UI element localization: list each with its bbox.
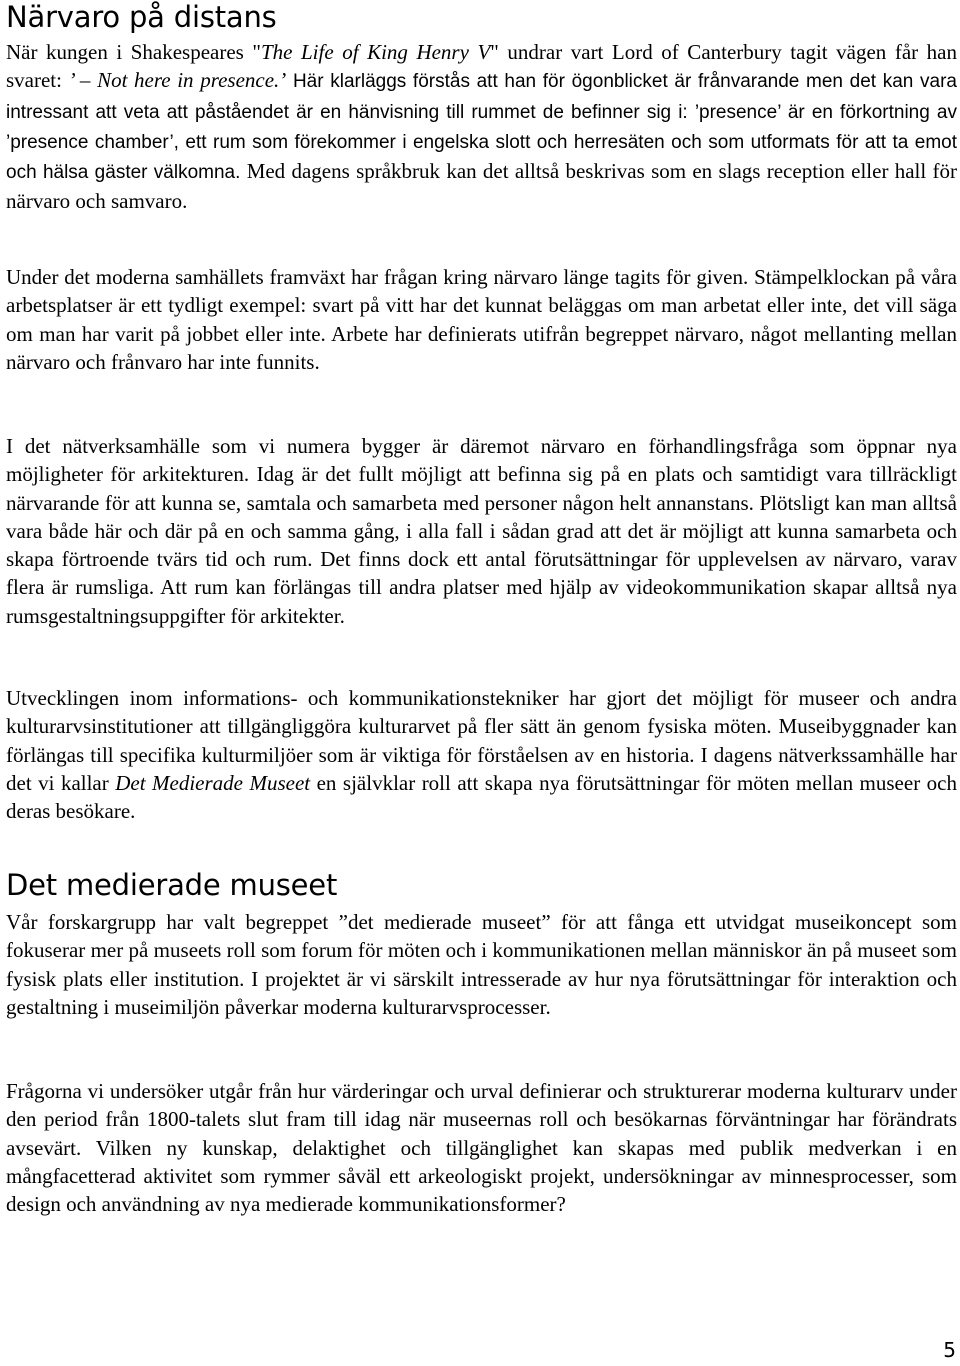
- text-run: Frågorna vi undersöker utgår från hur värderingar och urval definierar och strukturerar moderna kulturarv under den period från 1800-talets slut fram till idag när museernas roll och besökarnas förväntningar har förändrats avsevärt. Vilken ny kunskap, delaktighet och tillgänglighet kan skapas med publik medverkan i en mångfacetterad aktivitet som rymmer såväl ett arkeologiskt projekt, undersökningar av minnesprocesser, som design och användning av nya medierade kommunikationsformer?: [6, 1079, 957, 1217]
- section-heading: Närvaro på distans: [6, 0, 277, 34]
- text-run: Här klarläggs förstås att han för ögonblicket är frånvarande men det kan vara intressant att veta att påståendet är en hänvisning till rummet de befinner sig i: ’presence’ är en förkortning av ’presence chamber’, ett rum som förekommer i engelska slott och herresäten och som utformats för att ta emot och hälsa gäster välkomna.: [6, 71, 957, 184]
- text-run: När kungen i Shakespeares ": [6, 40, 261, 64]
- italic-quote: ’ – Not here in presence.’: [68, 68, 287, 93]
- text-run: Under det moderna samhällets framväxt har frågan kring närvaro länge tagits för given. Stämpelklockan på våra arbetsplatser är ett tydligt exempel: svart på vitt har det kunnat beläggas om man arbetat eller inte, det vill säga om man har varit på jobbet eller inte. Arbete har definierats utifrån begreppet närvaro, något mellanting mellan närvaro och frånvaro har inte funnits.: [6, 265, 957, 374]
- text-run: I det nätverksamhälle som vi numera bygger är däremot närvaro en förhandlingsfråga som öppnar nya möjligheter för arkitekturen. Idag är det fullt möjligt att befinna sig på en plats och samtidigt vara tillräckligt närvarande för att kunna se, samtala och samarbeta med personer någon helt annanstans. Plötsligt kan man alltså vara både här och där på en och samma gång, i alla fall i sådan grad att det är möjligt att kunna samarbeta och skapa förtroende tvärs tid och rum. Det finns dock ett antal förutsättningar för upplevelsen av närvaro, varav flera är rumsliga. Att rum kan förlängas till andra platser med hjälp av videokommunikation skapar alltså nya rumsgestaltningsuppgifter för arkitekter.: [6, 434, 957, 628]
- paragraph: [0, 38, 957, 216]
- text-run: en självklar roll att skapa nya förutsättningar för möten mellan museer och deras besökare.: [6, 770, 957, 824]
- text-run: Med dagens språkbruk kan det alltså beskrivas som en slags reception eller hall för närvaro och samvaro.: [6, 159, 957, 214]
- page-number: 5: [943, 1338, 956, 1362]
- paragraph: [0, 263, 957, 376]
- text-run: Utvecklingen inom informations- och kommunikationstekniker har gjort det möjligt för museer och andra kulturarvsinstitutioner att tillgängliggöra kulturarvet på fler sätt än genom fysiska möten. Museibyggnader kan förlängas till specifika kulturmiljöer som är viktiga för förståelsen av en historia. I dagens nätverkssamhälle har det vi kallar: [6, 686, 957, 795]
- italic-term: Det Medierade Museet: [115, 770, 311, 795]
- paragraph: [0, 1077, 957, 1218]
- paragraph: [0, 908, 957, 1021]
- paragraph: [0, 432, 957, 630]
- paragraph: [0, 684, 957, 825]
- section-heading: Det medierade museet: [6, 868, 338, 902]
- italic-title: The Life of King Henry V: [260, 40, 491, 64]
- text-run: Vår forskargrupp har valt begreppet ”det medierade museet” för att fånga ett utvidgat museikoncept som fokuserar mer på museets roll som forum för möten och i kommunikationen mellan människor än på museet som fysisk plats eller institution. I projektet är vi särskilt intresserade av hur nya förutsättningar för interaktion och gestaltning i museimiljön påverkar moderna kulturarvsprocesser.: [6, 910, 957, 1019]
- text-run: " undrar vart Lord of Canterbury tagit vägen får han svaret:: [6, 40, 958, 93]
